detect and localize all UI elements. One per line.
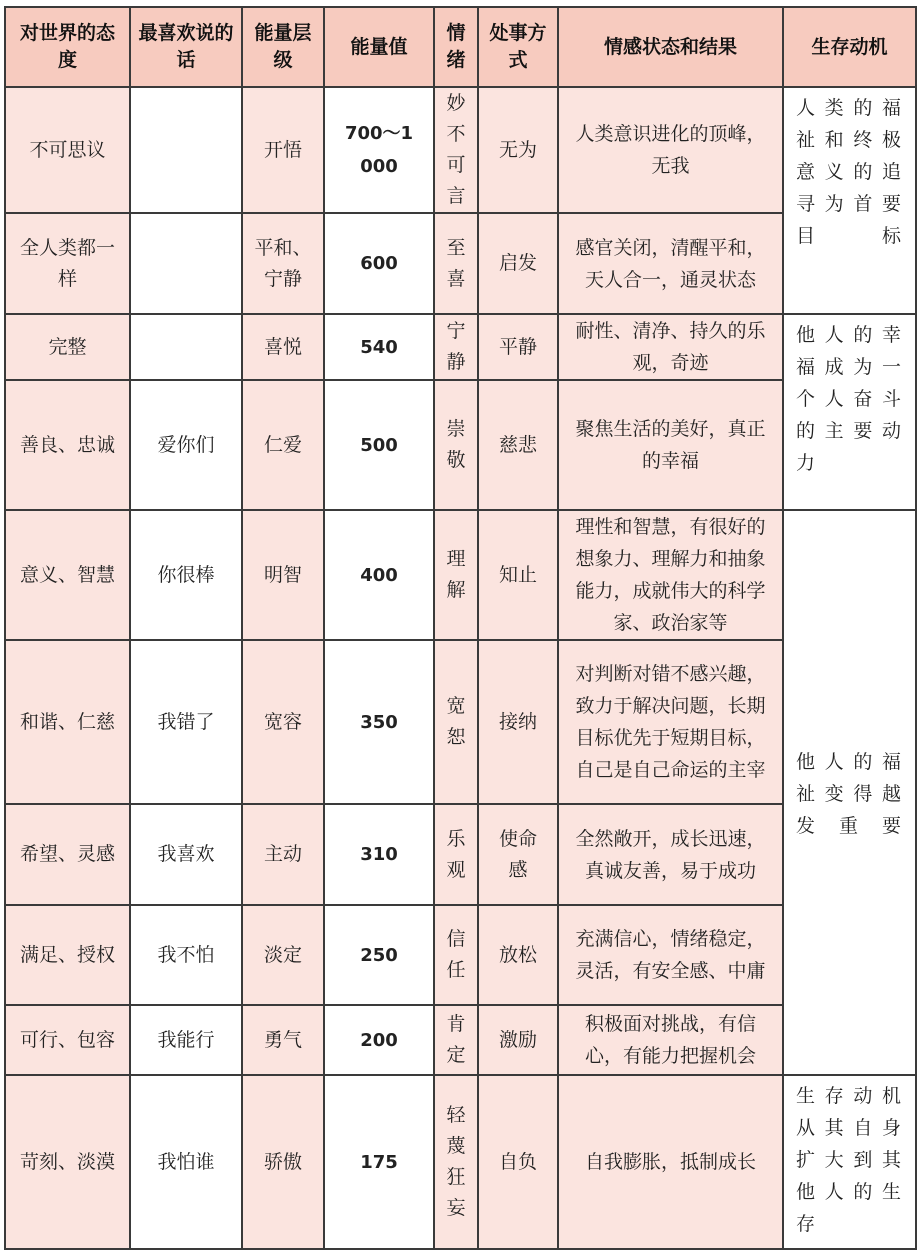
attitude-cell: 善良、忠诚	[5, 380, 130, 510]
table-row	[5, 640, 916, 804]
state-cell: 人类意识进化的顶峰，无我	[558, 87, 783, 213]
saying-cell	[130, 314, 242, 380]
level-cell: 宽容	[242, 640, 324, 804]
emotion-cell: 妙不可言	[434, 87, 478, 213]
header-saying: 最喜欢说的话	[130, 7, 242, 87]
manner-cell: 接纳	[478, 640, 558, 804]
state-cell: 感官关闭，清醒平和，天人合一，通灵状态	[558, 213, 783, 314]
saying-cell: 我怕谁	[130, 1075, 242, 1249]
manner-cell: 激励	[478, 1005, 558, 1075]
state-cell: 耐性、清净、持久的乐观，奇迹	[558, 314, 783, 380]
value-cell: 700～1000	[324, 87, 434, 213]
manner-cell: 使命感	[478, 804, 558, 905]
header-state: 情感状态和结果	[558, 7, 783, 87]
emotion-cell: 崇敬	[434, 380, 478, 510]
header-value: 能量值	[324, 7, 434, 87]
table-row	[5, 1075, 916, 1249]
header-level: 能量层级	[242, 7, 324, 87]
value-cell: 200	[324, 1005, 434, 1075]
state-cell: 积极面对挑战，有信心，有能力把握机会	[558, 1005, 783, 1075]
level-cell: 勇气	[242, 1005, 324, 1075]
table-row	[5, 905, 916, 1005]
motive-cell: 他人的幸福成为一个人奋斗的主要动力	[783, 314, 916, 510]
saying-cell: 我能行	[130, 1005, 242, 1075]
table-row	[5, 213, 916, 314]
emotion-cell: 乐观	[434, 804, 478, 905]
value-cell: 350	[324, 640, 434, 804]
attitude-cell: 和谐、仁慈	[5, 640, 130, 804]
consciousness-energy-table	[4, 6, 917, 1250]
attitude-cell: 意义、智慧	[5, 510, 130, 640]
table-row	[5, 314, 916, 380]
emotion-cell: 肯定	[434, 1005, 478, 1075]
attitude-cell: 全人类都一样	[5, 213, 130, 314]
manner-cell: 平静	[478, 314, 558, 380]
attitude-cell: 完整	[5, 314, 130, 380]
table-row	[5, 1005, 916, 1075]
level-cell: 喜悦	[242, 314, 324, 380]
motive-cell: 人类的福祉和终极意义的追寻为首要目标	[783, 87, 916, 314]
value-cell: 175	[324, 1075, 434, 1249]
state-cell: 全然敞开，成长迅速，真诚友善，易于成功	[558, 804, 783, 905]
saying-cell	[130, 87, 242, 213]
header-motive: 生存动机	[783, 7, 916, 87]
saying-cell: 我喜欢	[130, 804, 242, 905]
level-cell: 淡定	[242, 905, 324, 1005]
emotion-cell: 理解	[434, 510, 478, 640]
manner-cell: 放松	[478, 905, 558, 1005]
state-cell: 充满信心，情绪稳定，灵活，有安全感、中庸	[558, 905, 783, 1005]
attitude-cell: 满足、授权	[5, 905, 130, 1005]
value-cell: 310	[324, 804, 434, 905]
level-cell: 明智	[242, 510, 324, 640]
emotion-cell: 信任	[434, 905, 478, 1005]
manner-cell: 启发	[478, 213, 558, 314]
manner-cell: 知止	[478, 510, 558, 640]
manner-cell: 无为	[478, 87, 558, 213]
saying-cell: 你很棒	[130, 510, 242, 640]
header-manner: 处事方式	[478, 7, 558, 87]
emotion-cell: 至喜	[434, 213, 478, 314]
attitude-cell: 可行、包容	[5, 1005, 130, 1075]
table-row	[5, 87, 916, 213]
value-cell: 500	[324, 380, 434, 510]
attitude-cell: 希望、灵感	[5, 804, 130, 905]
level-cell: 开悟	[242, 87, 324, 213]
saying-cell: 我错了	[130, 640, 242, 804]
value-cell: 600	[324, 213, 434, 314]
motive-cell: 他人的福祉变得越发重要	[783, 510, 916, 1075]
emotion-cell: 宁静	[434, 314, 478, 380]
table-row	[5, 510, 916, 640]
level-cell: 骄傲	[242, 1075, 324, 1249]
table-row	[5, 380, 916, 510]
header-attitude: 对世界的态度	[5, 7, 130, 87]
header-row	[5, 7, 916, 87]
level-cell: 仁爱	[242, 380, 324, 510]
state-cell: 自我膨胀，抵制成长	[558, 1075, 783, 1249]
attitude-cell: 不可思议	[5, 87, 130, 213]
state-cell: 理性和智慧，有很好的想象力、理解力和抽象能力，成就伟大的科学家、政治家等	[558, 510, 783, 640]
value-cell: 250	[324, 905, 434, 1005]
table-row	[5, 804, 916, 905]
manner-cell: 慈悲	[478, 380, 558, 510]
saying-cell	[130, 213, 242, 314]
value-cell: 400	[324, 510, 434, 640]
attitude-cell: 苛刻、淡漠	[5, 1075, 130, 1249]
saying-cell: 我不怕	[130, 905, 242, 1005]
level-cell: 主动	[242, 804, 324, 905]
emotion-cell: 宽恕	[434, 640, 478, 804]
emotion-cell: 轻蔑狂妄	[434, 1075, 478, 1249]
state-cell: 对判断对错不感兴趣，致力于解决问题，长期目标优先于短期目标，自己是自己命运的主宰	[558, 640, 783, 804]
level-cell: 平和、宁静	[242, 213, 324, 314]
value-cell: 540	[324, 314, 434, 380]
header-emotion: 情绪	[434, 7, 478, 87]
state-cell: 聚焦生活的美好，真正的幸福	[558, 380, 783, 510]
manner-cell: 自负	[478, 1075, 558, 1249]
saying-cell: 爱你们	[130, 380, 242, 510]
motive-cell: 生存动机从其自身扩大到其他人的生存	[783, 1075, 916, 1249]
